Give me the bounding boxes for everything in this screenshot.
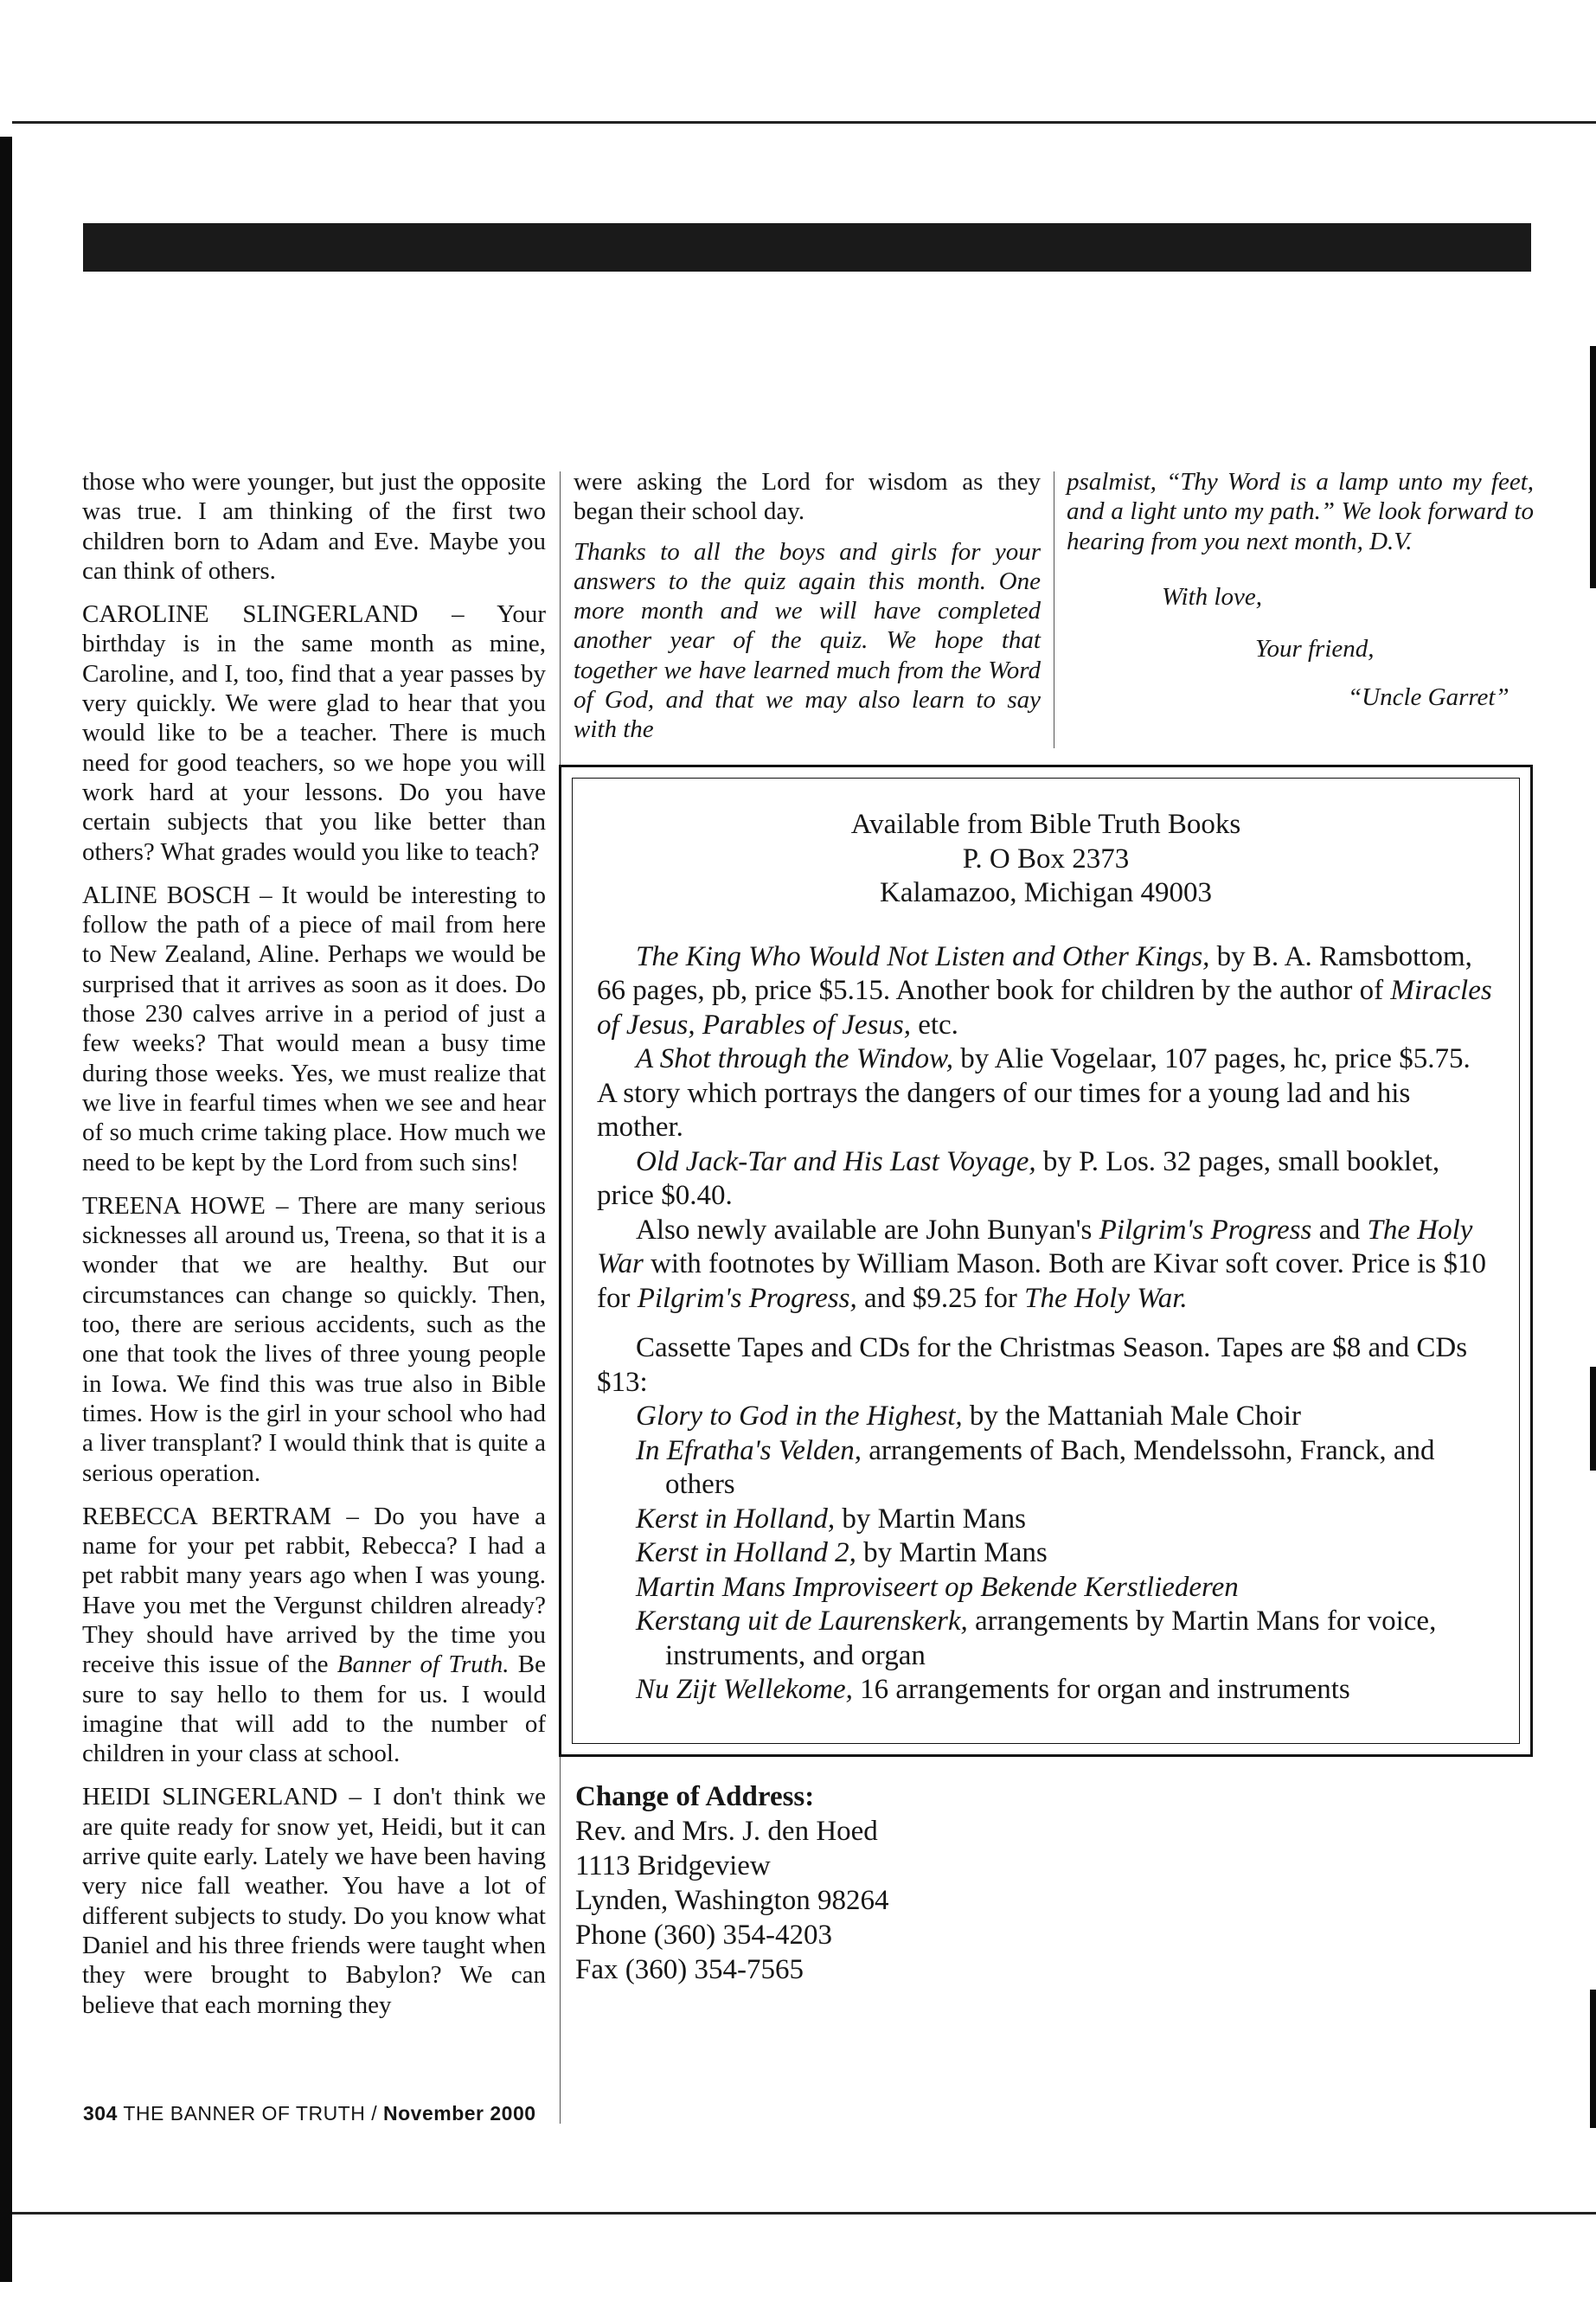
closing-your-friend: Your friend, (1255, 634, 1375, 663)
publication-name: THE BANNER OF TRUTH (123, 2102, 366, 2125)
signature-uncle-garret: “Uncle Garret” (1348, 683, 1509, 711)
change-of-address (575, 1779, 1060, 1987)
cassette-intro: Cassette Tapes and CDs for the Christmas Season. Tapes are $8 and CDs $13: (597, 1332, 1468, 1398)
cassette-item: Nu Zijt Wellekome, 16 arrangements for organ and instruments (636, 1674, 1350, 1705)
ad-header-line: Available from Bible Truth Books (850, 809, 1241, 840)
scan-edge-mark (1590, 1990, 1596, 2128)
letter-rebecca: REBECCA BERTRAM – Do you have a name for your pet rabbit, Rebecca? I had a pet rabbit many years ago when I was young. Have you met the Vergunst children already? They should have arrived by the time you receive this issue of the Banner of Truth. Be sure to say hello to them for us. I would imagine that will add to the number of children in your class at school. (82, 1502, 546, 1768)
ad-header-line: P. O Box 2373 (962, 843, 1130, 875)
cassette-item: Kerst in Holland 2, by Martin Mans (636, 1537, 1048, 1568)
scan-edge-mark (1590, 1367, 1596, 1471)
letter-treena: TREENA HOWE – There are many serious sicknesses all around us, Treena, so that it is a wonder that we are healthy. But our circumstances can change so quickly. Then, too, there are serious accidents, such as the one that took the lives of three young people in Iowa. We find this was true also in Bible times. How is the girl in your school who had a liver transplant? I would think that is quite a serious operation. (82, 1191, 546, 1487)
ad-header-line: Kalamazoo, Michigan 49003 (880, 877, 1212, 908)
page-footer (83, 2102, 536, 2125)
cassette-item: Kerstang uit de Laurenskerk, arrangements by Martin Mans for voice, instruments, and organ (636, 1606, 1437, 1671)
letter-aline: ALINE BOSCH – It would be interesting to follow the path of a piece of mail from here to New Zealand, Aline. Perhaps we would be surprised that it arrives as soon as it does. Do those 230 calves arrive in a period of just a few weeks? That would mean a busy time during those weeks. Yes, we must realize that we live in fearful times when we see and hear of so much crime taking place. How much we need to be kept by the Lord from such sins! (82, 881, 546, 1176)
cassette-item: Glory to God in the Highest, by the Mattaniah Male Choir (636, 1400, 1301, 1432)
letter-paragraph: were asking the Lord for wisdom as they began their school day. (574, 468, 1041, 526)
ad-inner-border (572, 778, 1520, 1744)
book-listing: A Shot through the Window, by Alie Vogelaar, 107 pages, hc, price $5.75. A story which portrays the dangers of our times for a young lad and his mother. (597, 1043, 1471, 1143)
header-band (83, 223, 1531, 272)
scan-edge-mark (1590, 346, 1596, 588)
cassette-item: In Efratha's Velden, arrangements of Bach, Mendelssohn, Franck, and others (636, 1434, 1435, 1500)
book-listing: The King Who Would Not Listen and Other Kings, by B. A. Ramsbottom, 66 pages, pb, price $5.15. Another book for children by the author of Miracles of Jesus, Parables of Jesus, etc. (597, 940, 1492, 1041)
book-listing: Also newly available are John Bunyan's Pilgrim's Progress and The Holy War with footnotes by William Mason. Both are Kivar soft cover. Price is $10 for Pilgrim's Progress, and $9.25 for The Holy War. (597, 1214, 1486, 1314)
book-listing: Old Jack-Tar and His Last Voyage, by P. Los. 32 pages, small booklet, price $0.40. (597, 1145, 1440, 1211)
cassette-item: Kerst in Holland, by Martin Mans (636, 1503, 1027, 1535)
footer-separator: / (371, 2102, 378, 2125)
letter-caroline: CAROLINE SLINGERLAND – Your birthday is in the same month as mine, Caroline, and I, too, find that a year passes by very quickly. We were glad to hear that you would like to be a teacher. There is much need for good teachers, so we hope you will work hard at your lessons. Do you have certain subjects that you like better than others? What grades would you like to teach? (82, 600, 546, 866)
cassette-item: Martin Mans Improviseert op Bekende Kerstliederen (636, 1571, 1239, 1603)
page-number: 304 (83, 2102, 118, 2125)
letters-column-2 (574, 467, 1041, 755)
address-line: Rev. and Mrs. J. den Hoed (575, 1816, 878, 1847)
address-line: 1113 Bridgeview (575, 1850, 771, 1881)
letters-column-1 (82, 467, 546, 2034)
scan-edge-shadow (0, 137, 12, 2282)
bible-truth-books-ad (559, 765, 1533, 1757)
quiz-thanks: Thanks to all the boys and girls for your answers to the quiz again this month. One more month and we will have completed another year of the quiz. We hope that together we have learned much from the Word of God, and that we may also learn to say with the (574, 537, 1041, 744)
ad-content (597, 808, 1495, 1708)
address-line: Lynden, Washington 98264 (575, 1885, 889, 1916)
closing-with-love: With love, (1162, 582, 1262, 611)
letter-heidi: HEIDI SLINGERLAND – I don't think we are quite ready for snow yet, Heidi, but it can arrive quite early. Lately we have been having very nice fall weather. You have a lot of different subjects to study. Do you know what Daniel and his three friends were taught when they were brought to Babylon? We can believe that each morning they (82, 1783, 546, 2019)
closing-paragraph: psalmist, “Thy Word is a lamp unto my feet, and a light unto my path.” We look forward to hearing from you next month, D.V. (1067, 468, 1534, 555)
letter-paragraph: those who were younger, but just the opposite was true. I am thinking of the first two children born to Adam and Eve. Maybe you can think of others. (82, 468, 546, 585)
bottom-rule (12, 2212, 1596, 2214)
address-heading: Change of Address: (575, 1781, 815, 1812)
address-fax: Fax (360) 354-7565 (575, 1954, 804, 1985)
address-phone: Phone (360) 354-4203 (575, 1920, 832, 1951)
top-rule (12, 121, 1596, 124)
issue-date: November 2000 (383, 2102, 536, 2125)
publication-title: Banner of Truth. (337, 1650, 510, 1679)
letters-column-3 (1067, 467, 1534, 712)
